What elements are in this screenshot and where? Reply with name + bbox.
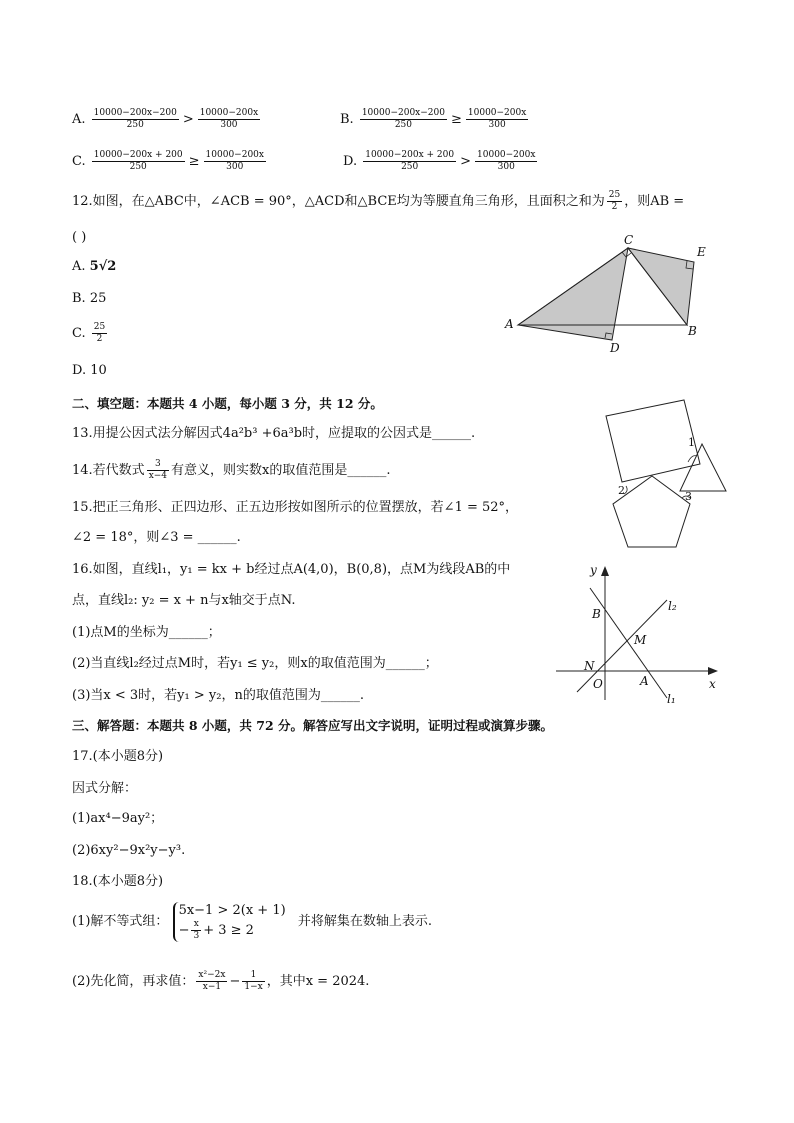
numerator: 3 bbox=[147, 459, 169, 471]
fraction-right bbox=[204, 150, 266, 173]
option-label: B. bbox=[340, 112, 354, 127]
label-d: D bbox=[610, 341, 620, 355]
numerator: 1 bbox=[242, 970, 264, 982]
q12-stem-text: 12.如图，在△ABC中，∠ACB = 90°，△ACD和△BCE均为等腰直角三角形，且面积之和为 bbox=[72, 194, 605, 209]
fraction-right bbox=[475, 150, 537, 173]
q15-line-1: 15.把正三角形、正四边形、正五边形按如图所示的位置摆放，若∠1 = 52°， bbox=[72, 500, 519, 515]
minus-sign: − bbox=[229, 974, 241, 989]
numerator: x bbox=[191, 919, 201, 931]
angle-1-label: 1 bbox=[688, 436, 695, 449]
denominator: x−1 bbox=[202, 982, 222, 992]
denominator: 300 bbox=[220, 120, 238, 130]
label-m: M bbox=[634, 633, 647, 647]
relation: ≥ bbox=[188, 153, 200, 169]
denominator: x−4 bbox=[148, 471, 168, 481]
fraction-2 bbox=[242, 970, 264, 993]
inequality-2 bbox=[179, 919, 286, 942]
numerator: 10000−200x bbox=[199, 108, 259, 118]
angle-2-label: 2 bbox=[618, 484, 625, 497]
label-y: y bbox=[590, 563, 597, 577]
label-a: A bbox=[505, 317, 514, 331]
option-label: C. bbox=[72, 154, 86, 169]
q16-figure-svg bbox=[552, 560, 724, 706]
triangle-bce bbox=[628, 248, 694, 325]
q11-option-b bbox=[340, 108, 530, 131]
q12-area-fraction bbox=[607, 190, 622, 213]
q11-option-c bbox=[72, 150, 268, 173]
relation: > bbox=[460, 153, 472, 169]
option-label: C. bbox=[72, 326, 86, 341]
q18-part-1-label: (1)解不等式组： bbox=[72, 914, 169, 929]
q16-line-1: 16.如图，直线l₁，y₁ = kx + b经过点A(4,0)，B(0,8)，点M为线段AB的中 bbox=[72, 562, 511, 577]
q12-option-b: B. 25 bbox=[72, 291, 107, 306]
label-origin: O bbox=[593, 677, 603, 691]
q17-part-1: (1)ax⁴−9ay²； bbox=[72, 811, 164, 826]
q16-line-5: (3)当x < 3时，若y₁ > y₂，n的取值范围为______. bbox=[72, 688, 364, 703]
q12-stem bbox=[72, 190, 684, 213]
triangle-acd bbox=[518, 248, 628, 340]
q12-option-d: D. 10 bbox=[72, 363, 107, 378]
q15-polygons-figure bbox=[596, 394, 730, 554]
label-l1: l₁ bbox=[667, 692, 676, 706]
denominator: 250 bbox=[401, 162, 419, 172]
fraction-left bbox=[360, 108, 447, 131]
q14-text bbox=[72, 459, 391, 482]
fraction-right bbox=[198, 108, 260, 131]
q17-part-2: (2)6xy²−9x²y−y³. bbox=[72, 843, 186, 858]
option-fraction bbox=[92, 322, 107, 345]
q13-text: 13.用提公因式法分解因式4a²b³ +6a³b时，应提取的公因式是______. bbox=[72, 426, 476, 441]
q18-part-2 bbox=[72, 970, 369, 993]
angle-3-label: 3 bbox=[685, 490, 692, 503]
section-2-title: 二、填空题：本题共 4 小题，每小题 3 分，共 12 分。 bbox=[72, 396, 383, 411]
label-b: B bbox=[592, 607, 601, 621]
q12-figure-svg bbox=[498, 230, 718, 358]
q16-line-4: (2)当直线l₂经过点M时，若y₁ ≤ y₂，则x的取值范围为______； bbox=[72, 656, 438, 671]
fraction-1 bbox=[196, 970, 227, 993]
q17-heading: 17.(本小题8分) bbox=[72, 749, 164, 764]
section-3-title: 三、解答题：本题共 8 小题，共 72 分。解答应写出文字说明，证明过程或演算步骤。 bbox=[72, 718, 554, 733]
q16-line-3: (1)点M的坐标为______； bbox=[72, 625, 221, 640]
q17-instruction: 因式分解： bbox=[72, 781, 138, 796]
q15-figure-svg bbox=[596, 394, 730, 554]
q18-part-1 bbox=[72, 902, 432, 942]
option-value: 5√2 bbox=[89, 259, 117, 274]
denominator: 2 bbox=[96, 334, 103, 344]
denominator: 300 bbox=[488, 120, 506, 130]
label-e: E bbox=[697, 245, 706, 259]
q16-line-2: 点，直线l₂: y₂ = x + n与x轴交于点N. bbox=[72, 593, 296, 608]
q12-stem-tail: ，则AB = bbox=[624, 194, 685, 209]
label-x: x bbox=[709, 677, 716, 691]
q12-option-a bbox=[72, 258, 116, 276]
denominator: 300 bbox=[497, 162, 515, 172]
label-l2: l₂ bbox=[668, 599, 677, 613]
square-shape bbox=[606, 400, 700, 482]
label-a: A bbox=[640, 674, 649, 688]
numerator: 25 bbox=[93, 322, 106, 332]
numerator: 10000−200x bbox=[477, 150, 536, 160]
numerator: 10000−200x + 200 bbox=[365, 150, 455, 160]
label-c: C bbox=[624, 233, 634, 247]
q18-heading: 18.(本小题8分) bbox=[72, 874, 164, 889]
y-axis-arrow bbox=[601, 566, 609, 576]
fraction-left bbox=[363, 150, 456, 173]
x-over-3 bbox=[191, 919, 201, 942]
q14-pre: 14.若代数式 bbox=[72, 463, 145, 478]
q11-option-d bbox=[343, 150, 539, 173]
minus-sign: − bbox=[178, 923, 190, 938]
q18-part-1-instruction: 并将解集在数轴上表示. bbox=[297, 914, 432, 929]
relation: > bbox=[182, 111, 194, 127]
option-label: A. bbox=[72, 112, 86, 127]
option-label: A. bbox=[72, 259, 86, 274]
denominator: 2 bbox=[611, 202, 618, 212]
numerator: 10000−200x−200 bbox=[361, 108, 445, 118]
numerator: 10000−200x + 200 bbox=[93, 150, 183, 160]
numerator: 10000−200x−200 bbox=[93, 108, 177, 118]
q14-post: 有意义，则实数x的取值范围是______. bbox=[171, 463, 391, 478]
inequality-2-tail: + 3 ≥ 2 bbox=[203, 923, 254, 938]
q18-part-2-tail: ，其中x = 2024. bbox=[266, 974, 370, 989]
q18-part-2-label: (2)先化简，再求值： bbox=[72, 974, 195, 989]
numerator: x²−2x bbox=[198, 970, 226, 980]
q12-triangle-figure bbox=[498, 230, 718, 358]
label-b: B bbox=[688, 324, 697, 338]
numerator: 10000−200x bbox=[467, 108, 527, 118]
denominator: 250 bbox=[126, 120, 144, 130]
denominator: 250 bbox=[129, 162, 147, 172]
x-axis-arrow bbox=[708, 667, 718, 675]
q11-option-a bbox=[72, 108, 262, 131]
numerator: 25 bbox=[608, 190, 621, 200]
numerator: 10000−200x bbox=[205, 150, 264, 160]
denominator: 300 bbox=[226, 162, 244, 172]
option-label: D. bbox=[343, 154, 358, 169]
denominator: 1−x bbox=[244, 982, 263, 992]
fraction-left bbox=[92, 108, 179, 131]
denominator: 250 bbox=[394, 120, 412, 130]
q12-option-c bbox=[72, 322, 109, 345]
fraction-right bbox=[466, 108, 528, 131]
inequality-system bbox=[173, 902, 286, 942]
q12-answer-paren: ( ) bbox=[72, 230, 87, 245]
q16-coordinate-figure bbox=[552, 560, 724, 706]
q15-line-2: ∠2 = 18°，则∠3 = ______. bbox=[72, 530, 241, 545]
q14-fraction bbox=[147, 459, 169, 482]
relation: ≥ bbox=[450, 111, 462, 127]
label-n: N bbox=[584, 659, 595, 673]
inequality-1: 5x−1 > 2(x + 1) bbox=[178, 903, 286, 918]
denominator: 3 bbox=[193, 931, 200, 941]
fraction-left bbox=[92, 150, 185, 173]
